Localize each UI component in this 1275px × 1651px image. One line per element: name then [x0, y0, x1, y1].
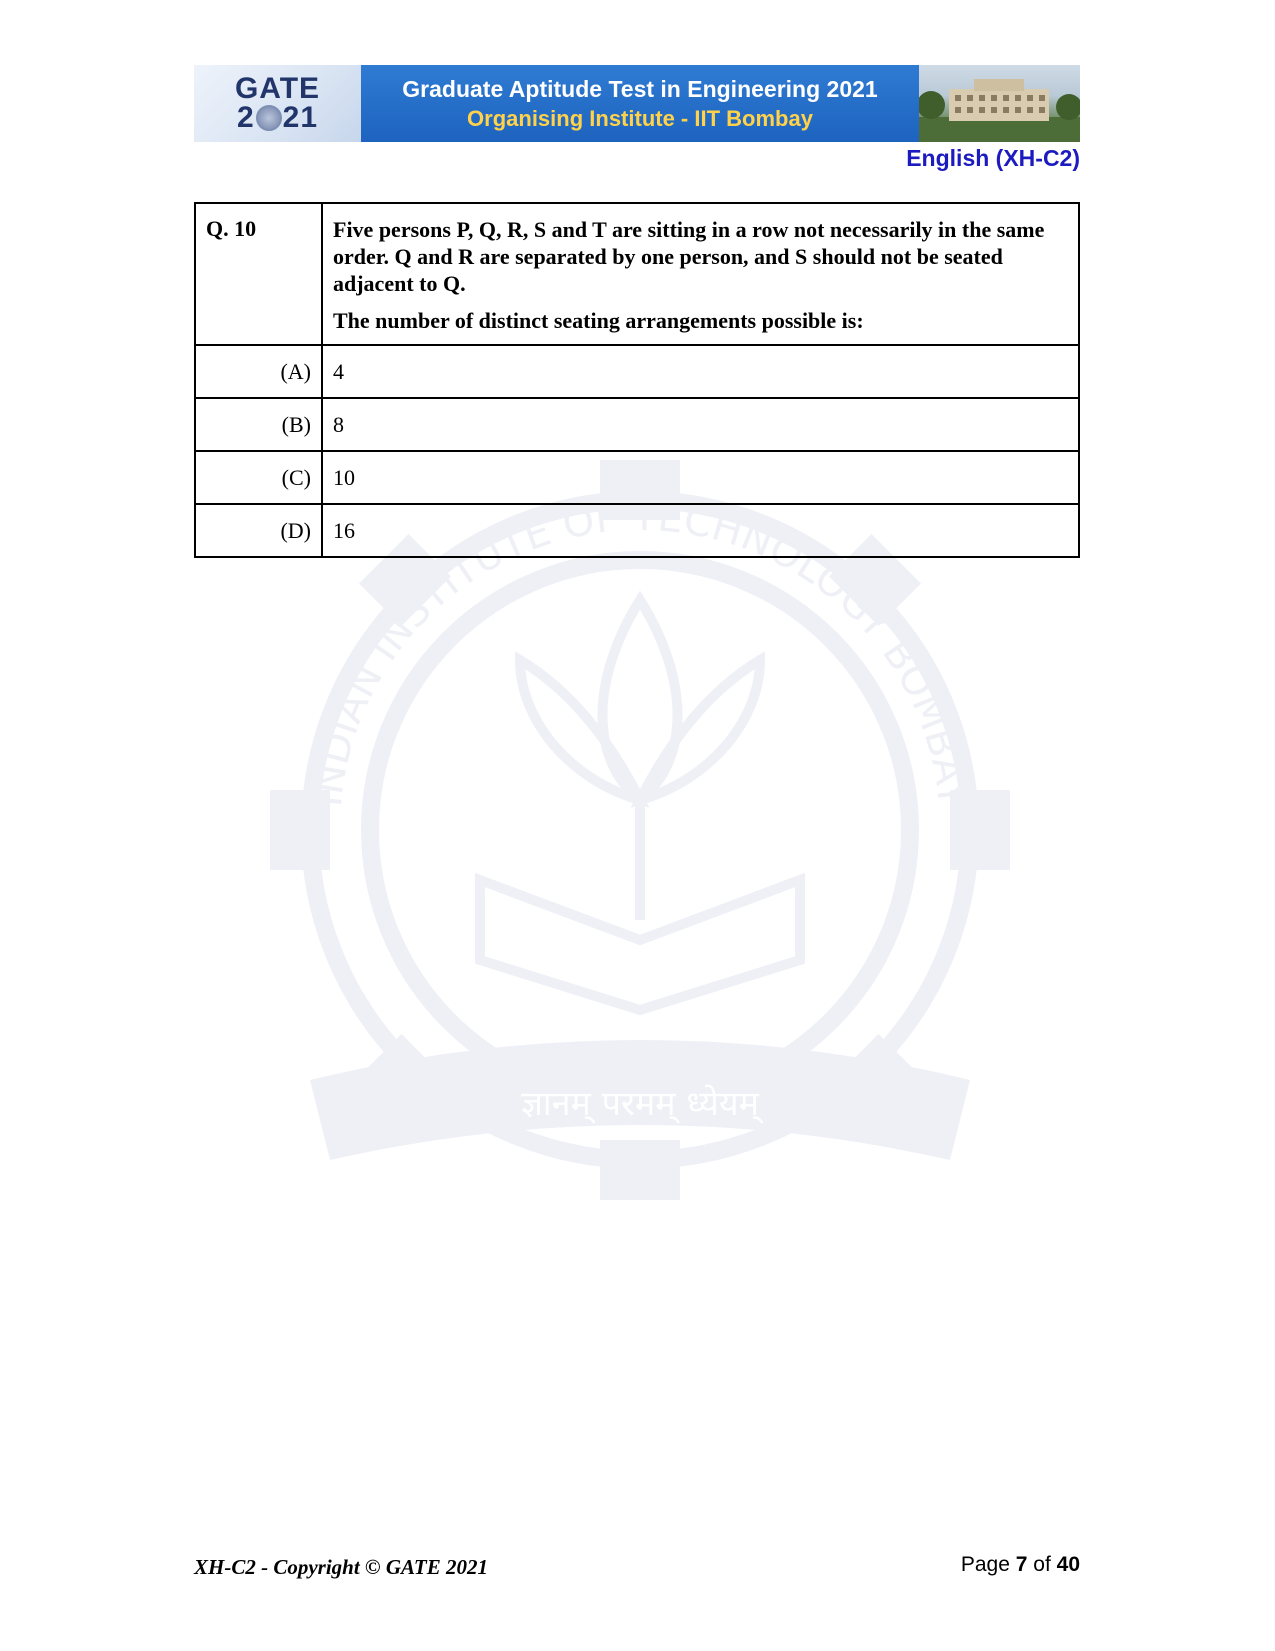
option-value: 4 — [322, 345, 1079, 398]
logo-word: GATE — [234, 71, 321, 105]
institute-building-photo — [919, 65, 1080, 142]
option-label: (C) — [195, 451, 322, 504]
page-prefix: Page — [960, 1553, 1016, 1576]
logo-year-left: 2 — [236, 100, 255, 134]
question-body — [322, 203, 1079, 345]
option-row-b — [195, 398, 1079, 451]
banner-title: Graduate Aptitude Test in Engineering 2021 — [402, 75, 878, 102]
question-row — [195, 203, 1079, 345]
header-banner — [194, 65, 1080, 142]
page-total: 40 — [1056, 1553, 1080, 1576]
page-number — [961, 1553, 1080, 1577]
option-value: 16 — [322, 504, 1079, 557]
question-ask: The number of distinct seating arrangements possible is: — [333, 308, 864, 333]
watermark-motto: ज्ञानम् परमम् ध्येयम् — [521, 1084, 759, 1124]
gate-logo — [194, 65, 361, 142]
option-value: 8 — [322, 398, 1079, 451]
logo-year-right: 21 — [282, 100, 319, 134]
option-label: (A) — [195, 345, 322, 398]
question-number: Q. 10 — [195, 203, 322, 345]
watermark-arc-text: INDIAN INSTITUTE OF TECHNOLOGY BOMBAY — [304, 493, 976, 809]
page-current: 7 — [1015, 1553, 1028, 1576]
page-middle: of — [1027, 1553, 1057, 1576]
option-row-d — [195, 504, 1079, 557]
banner-subtitle: Organising Institute - IIT Bombay — [467, 105, 813, 131]
question-text: Five persons P, Q, R, S and T are sitting in a row not necessarily in the same order. Q and R are separated by one person, and S should not be seated adjacent to Q. — [333, 217, 1045, 296]
footer-copyright: XH-C2 - Copyright © GATE 2021 — [194, 1555, 488, 1579]
seal-icon — [256, 105, 282, 131]
paper-code: English (XH-C2) — [906, 145, 1080, 171]
option-row-a — [195, 345, 1079, 398]
banner-text — [361, 65, 919, 142]
option-value: 10 — [322, 451, 1079, 504]
logo-year — [236, 100, 319, 134]
option-row-c — [195, 451, 1079, 504]
option-label: (D) — [195, 504, 322, 557]
building-icon — [919, 65, 1080, 142]
question-table — [194, 202, 1080, 558]
option-label: (B) — [195, 398, 322, 451]
